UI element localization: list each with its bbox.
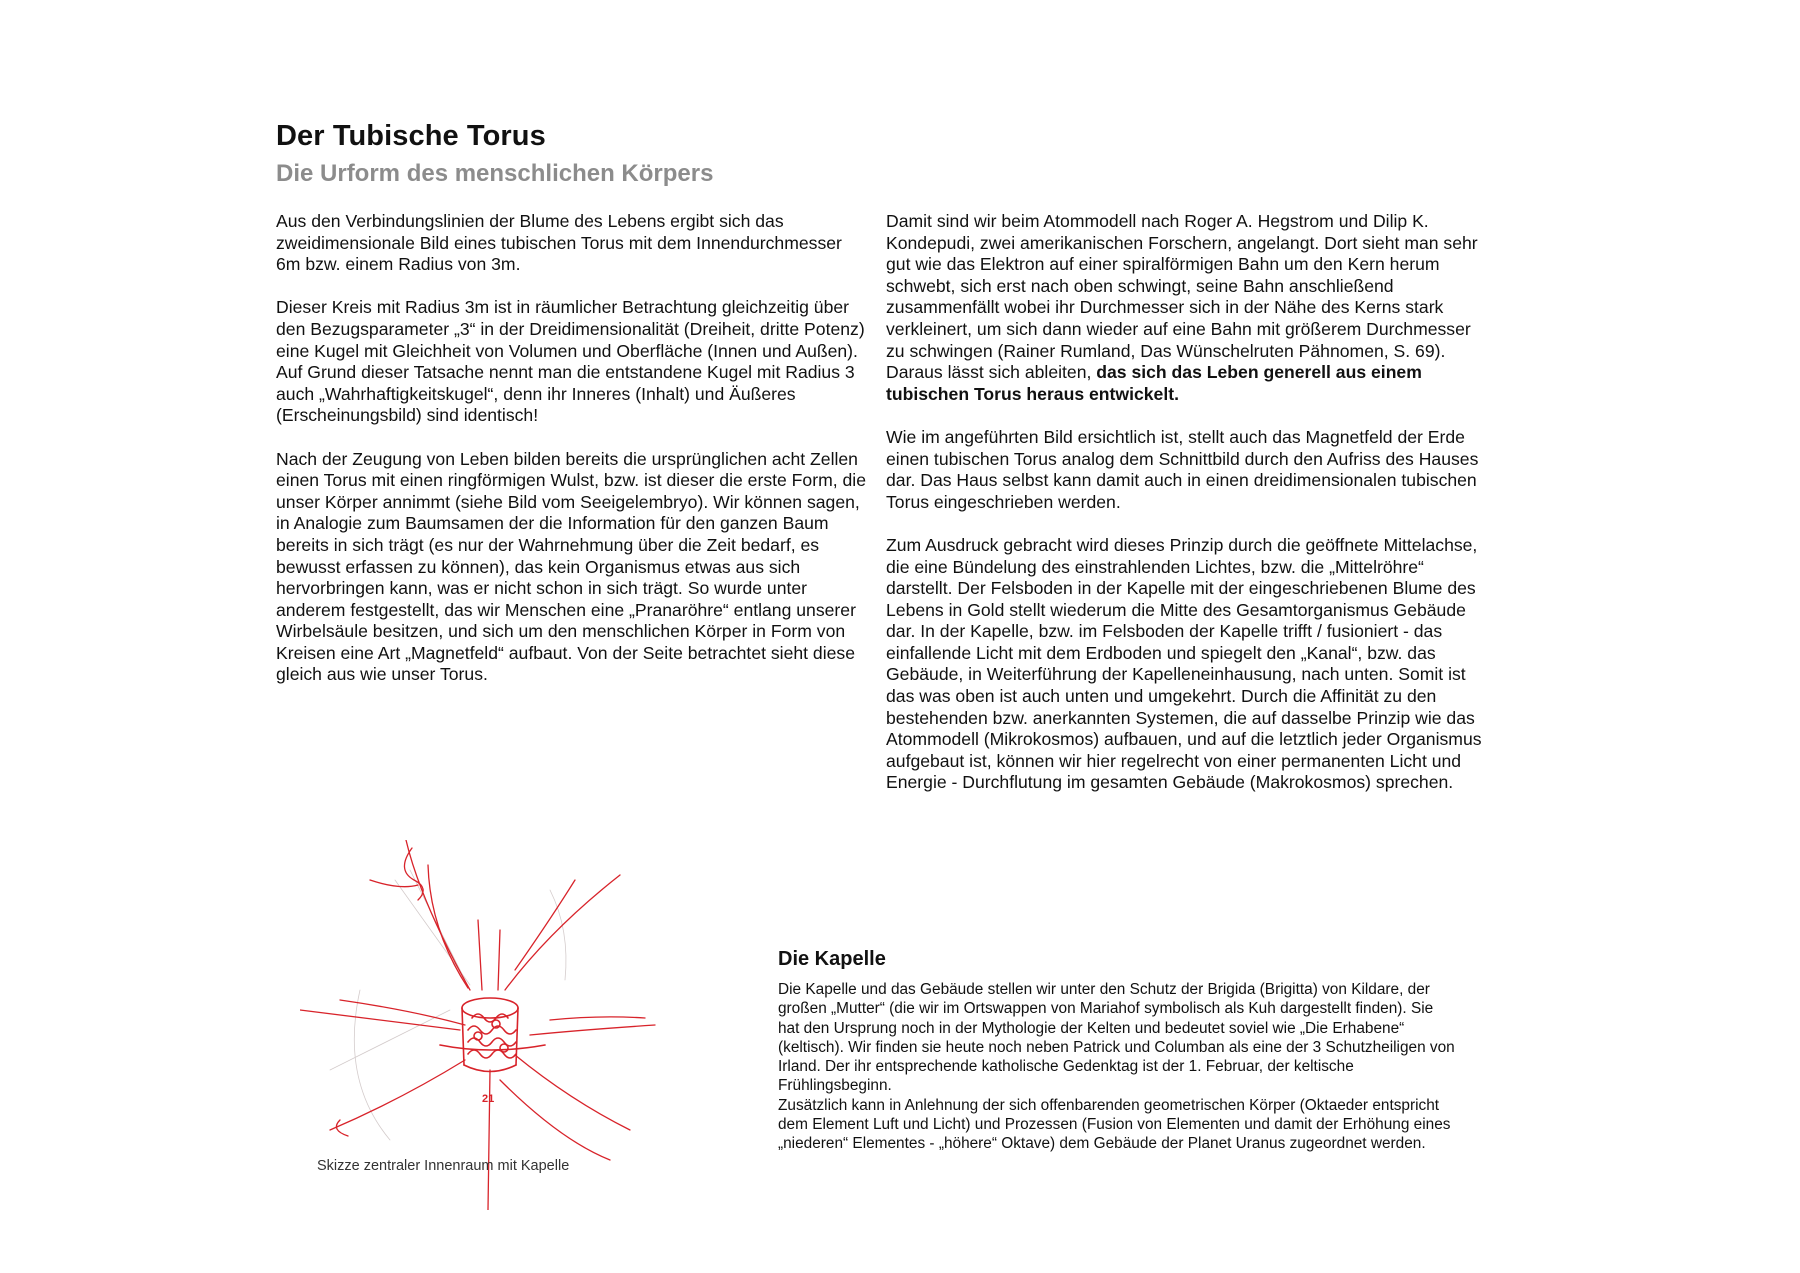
sketch-caption: Skizze zentraler Innenraum mit Kapelle — [317, 1158, 570, 1174]
left-paragraph-1: Aus den Verbindungslinien der Blume des Lebens ergibt sich das zweidimensionale Bild eines tubischen Torus mit dem Innendurchmesser 6m bzw. einem Radius von 3m. — [276, 211, 842, 275]
right-paragraph-2: Wie im angeführten Bild ersichtlich ist, stellt auch das Magnetfeld der Erde einen tubischen Torus analog dem Schnittbild durch den Aufriss des Hauses dar. Das Haus selbst kann damit auch in einen dreidimensionalen tubischen Torus eingeschrieben werden. — [886, 426, 1479, 512]
kapelle-text — [778, 980, 1458, 1154]
right-paragraph-1-text: Damit sind wir beim Atommodell nach Roger A. Hegstrom und Dilip K. Kondepudi, zwei amerikanischen Forschern, angelangt. Dort sieht man sehr gut wie das Elektron auf einer spiralförmigen Bahn um den Kern herum schwebt, sich erst nach oben schwingt, seine Bahn anschließend zusammenfällt wobei ihr Durchmesser sich in der Nähe des Kerns stark verkleinert, um sich dann wieder auf eine Bahn mit größerem Durchmesser zu schwingen (Rainer Rumland, Das Wünschelruten Pähnomen, S. 69). Daraus lässt sich ableiten, — [886, 211, 1478, 383]
kapelle-paragraph-2: Zusätzlich kann in Anlehnung der sich offenbarenden geometrischen Körper (Oktaeder entspricht dem Element Luft und Licht) und Prozessen (Fusion von Elementen und damit der Erhöhung eines „niederen“ Elementes - „höhere“ Oktave) dem Gebäude der Planet Uranus zugeordnet werden. — [778, 1096, 1451, 1153]
left-paragraph-4: Nach der Zeugung von Leben bilden bereits die ursprünglichen acht Zellen einen Torus mit einen ringförmigen Wulst, bzw. ist dieser die erste Form, die unser Körper annimmt (siehe Bild vom Seeigelembryo). Wir können sagen, in Analogie zum Baumsamen der die Information für den ganzen Baum bereits in sich trägt (es nur der Wahrnehmung über die Zeit bedarf, es bewusst erfassen zu können), das kein Organismus etwas aus sich hervorbringen kann, was er nicht schon in sich trägt. So wurde unter anderem festgestellt, das wir Menschen eine „Pranaröhre“ entlang unserer Wirbelsäule besitzen, und sich um den menschlichen Körper in Form von Kreisen eine Art „Magnetfeld“ aufbaut. Von der Seite betrachtet sieht diese gleich aus wie unser Torus. — [276, 448, 866, 685]
sketch-mark: 21 — [482, 1093, 495, 1105]
right-paragraph-1 — [886, 211, 1486, 405]
right-paragraph-1-emphasis: das sich das Leben generell aus einem tubischen Torus heraus entwickelt. — [886, 362, 1422, 404]
right-text-column — [886, 211, 1486, 816]
page-title: Der Tubische Torus — [276, 120, 546, 152]
chapel-sketch — [300, 840, 760, 1210]
right-paragraph-3: Zum Ausdruck gebracht wird dieses Prinzip durch die geöffnete Mittelachse, die eine Bündelung des einstrahlenden Lichtes, bzw. die „Mittelröhre“ darstellt. Der Felsboden in der Kapelle mit der eingeschriebenen Blume des Lebens in Gold stellt wiederum die Mitte des Gesamtorganismus Gebäude dar. In der Kapelle, bzw. im Felsboden der Kapelle trifft / fusioniert - das einfallende Licht mit dem Erdboden und spiegelt den „Kanal“, bzw. das Gebäude, in Weiterführung der Kapelleneinhausung, nach unten. Somit ist das was oben ist auch unten und umgekehrt. Durch die Affinität zu den bestehenden bzw. anerkannten Systemen, die auf dasselbe Prinzip wie das Atommodell (Mikrokosmos) aufbauen, und auf die letztlich jeder Organismus aufgebaut ist, können wir hier regelrecht von einer permanenten Licht und Energie - Durchflutung im gesamten Gebäude (Makrokosmos) sprechen. — [886, 534, 1482, 793]
page-subtitle: Die Urform des menschlichen Körpers — [276, 160, 714, 187]
kapelle-title: Die Kapelle — [778, 948, 886, 970]
left-paragraph-3: Auf Grund dieser Tatsache nennt man die entstandene Kugel mit Radius 3 auch „Wahrhaftigkeitskugel“, denn ihr Inneres (Inhalt) und Äußeres (Erscheinungsbild) sind identisch! — [276, 362, 855, 426]
left-paragraph-2: Dieser Kreis mit Radius 3m ist in räumlicher Betrachtung gleichzeitig über den Bezugsparameter „3“ in der Dreidimensionalität (Dreiheit, dritte Potenz) eine Kugel mit Gleichheit von Volumen und Oberfläche (Innen und Außen). — [276, 297, 865, 361]
kapelle-paragraph-1: Die Kapelle und das Gebäude stellen wir unter den Schutz der Brigida (Brigitta) von Kildare, der großen „Mutter“ (die wir im Ortswappen von Mariahof symbolisch als Kuh dargestellt finden). Sie hat den Ursprung noch in der Mythologie der Kelten und bedeutet soviel wie „Die Erhabene“ (keltisch). Wir finden sie heute noch neben Patrick und Columban als eine der 3 Schutzheiligen von Irland. Der ihr entsprechende katholische Gedenktag ist der 1. Februar, der keltische Frühlingsbeginn. — [778, 981, 1455, 1095]
left-text-column — [276, 211, 866, 708]
